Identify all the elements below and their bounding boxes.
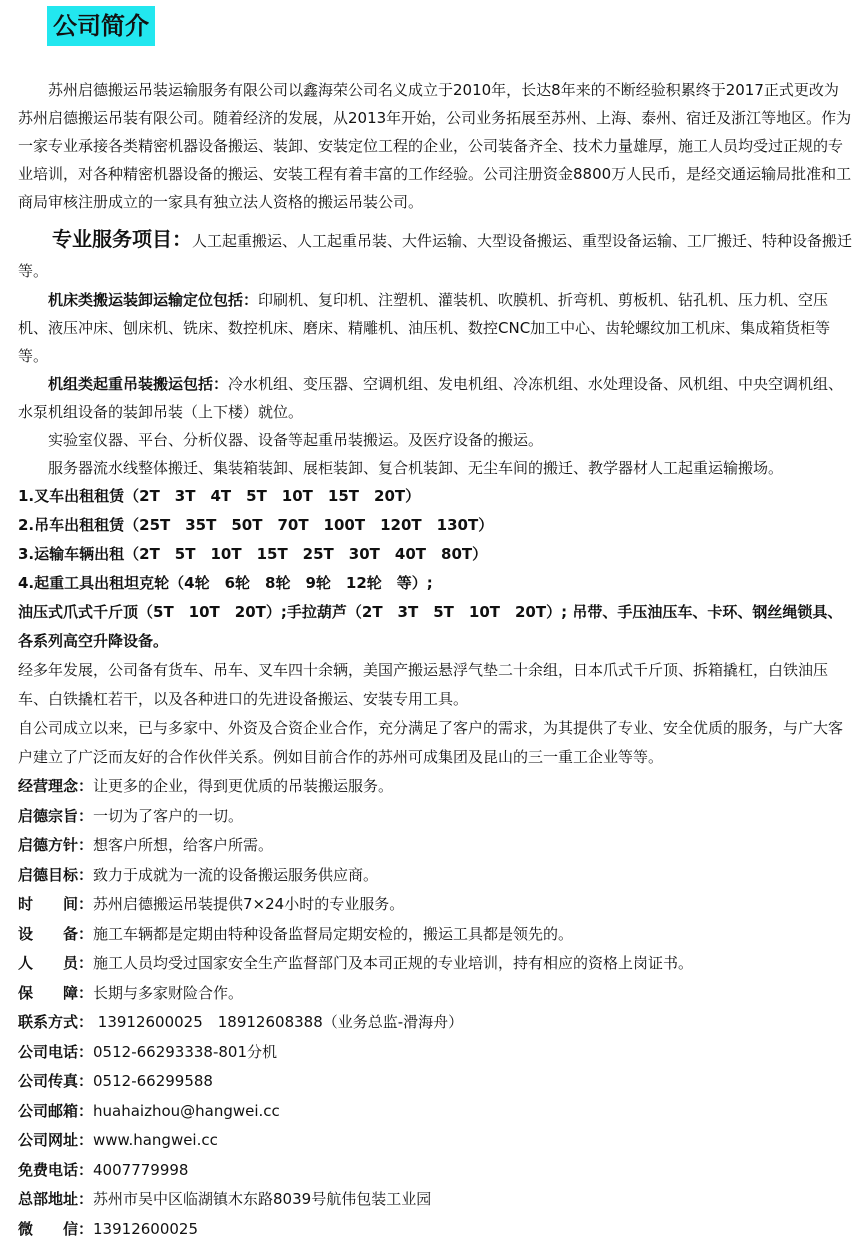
contact-row [18,1038,852,1068]
principle-label: 启德方针： [18,836,93,854]
contact-row [18,1008,852,1038]
rental-item: 3.运输车辆出租（2T 5T 10T 15T 25T 30T 40T 80T） [18,540,852,569]
principle-value: 长期与多家财险合作。 [93,984,243,1002]
rental-item: 4.起重工具出租坦克轮（4轮 6轮 8轮 9轮 12轮 等）; [18,569,852,598]
contact-label: 公司网址： [18,1131,93,1149]
hq-address: 苏州市吴中区临湖镇木东路8039号航伟包装工业园 [93,1190,431,1208]
contact-label: 免费电话： [18,1161,93,1179]
services-paragraph [18,224,852,286]
lab-paragraph: 实验室仪器、平台、分析仪器、设备等起重吊装搬运。及医疗设备的搬运。 [18,426,852,454]
principle-row [18,861,852,891]
contact-row [18,1156,852,1186]
contact-label: 公司邮箱： [18,1102,93,1120]
principle-row [18,772,852,802]
servers-paragraph: 服务器流水线整体搬迁、集装箱装卸、展柜装卸、复合机装卸、无尘车间的搬迁、教学器材人工起重运输搬场。 [18,454,852,482]
principle-row [18,831,852,861]
wechat-id: 13912600025 [93,1220,198,1238]
machine-tools-text: 印刷机、复印机、注塑机、灌装机、吹膜机、折弯机、剪板机、钻孔机、压力机、空压机、液压冲床、刨床机、铣床、数控机床、磨床、精雕机、油压机、数控CNC加工中心、齿轮螺纹加工机床、集成箱货柜等等。 [18,291,830,365]
principle-label: 经营理念： [18,777,93,795]
principle-row [18,802,852,832]
page-title: 公司简介 [47,6,155,46]
principle-value: 一切为了客户的一切。 [93,807,243,825]
principle-value: 让更多的企业，得到更优质的吊装搬运服务。 [93,777,393,795]
principle-row [18,979,852,1009]
company-email-link[interactable]: huahaizhou@hangwei.cc [93,1102,280,1120]
principle-label: 启德目标： [18,866,93,884]
rental-item: 1.叉车出租租赁（2T 3T 4T 5T 10T 15T 20T） [18,482,852,511]
principle-row [18,920,852,950]
principle-label: 保 障： [18,984,93,1002]
principle-value: 苏州启德搬运吊装提供7×24小时的专业服务。 [93,895,404,913]
contact-row [18,1185,852,1215]
contact-label: 总部地址： [18,1190,93,1208]
principle-row [18,890,852,920]
contact-label: 公司电话： [18,1043,93,1061]
services-text: 人工起重搬运、人工起重吊装、大件运输、大型设备搬运、重型设备运输、工厂搬迁、特种设备搬迁等。 [18,232,852,280]
principle-label: 设 备： [18,925,93,943]
contact-row [18,1097,852,1127]
units-text: 冷水机组、变压器、空调机组、发电机组、冷冻机组、水处理设备、风机组、中央空调机组、水泵机组设备的装卸吊装（上下楼）就位。 [18,375,843,421]
company-website-link[interactable]: www.hangwei.cc [93,1131,218,1149]
contact-label: 联系方式： [18,1013,93,1031]
contact-row [18,1067,852,1097]
contact-label: 微 信： [18,1220,93,1238]
units-paragraph [18,370,852,426]
principle-value: 致力于成就为一流的设备搬运服务供应商。 [93,866,378,884]
machine-tools-label: 机床类搬运装卸运输定位包括： [48,291,258,309]
equipment-paragraph: 经多年发展，公司备有货车、吊车、叉车四十余辆，美国产搬运悬浮气垫二十余组，日本爪式千斤顶、拆箱撬杠，白铁油压车、白铁撬杠若干，以及各种进口的先进设备搬运、安装专用工具。 [18,656,852,714]
company-fax: 0512-66299588 [93,1072,213,1090]
principle-value: 施工人员均受过国家安全生产监督部门及本司正规的专业培训，持有相应的资格上岗证书。 [93,954,693,972]
principle-row [18,949,852,979]
services-heading: 专业服务项目： [52,227,192,251]
rental-item: 2.吊车出租租赁（25T 35T 50T 70T 100T 120T 130T） [18,511,852,540]
document-body [18,76,852,1244]
cooperation-paragraph: 自公司成立以来，已与多家中、外资及合资企业合作，充分满足了客户的需求，为其提供了专业、安全优质的服务，与广大客户建立了广泛而友好的合作伙伴关系。例如目前合作的苏州可成集团及昆山的三一重工企业等等。 [18,714,852,772]
principle-label: 人 员： [18,954,93,972]
rental-item: 油压式爪式千斤顶（5T 10T 20T）;手拉葫芦（2T 3T 5T 10T 20T）; 吊带、手压油压车、卡环、钢丝绳锁具、各系列高空升降设备。 [18,598,852,656]
principle-label: 时 间： [18,895,93,913]
contact-row [18,1215,852,1244]
contact-row [18,1126,852,1156]
machine-tools-paragraph [18,286,852,370]
units-label: 机组类起重吊装搬运包括： [48,375,228,393]
principle-value: 施工车辆都是定期由特种设备监督局定期安检的，搬运工具都是领先的。 [93,925,573,943]
company-phone[interactable]: 0512-66293338-801分机 [93,1043,277,1061]
contact-label: 公司传真： [18,1072,93,1090]
toll-free-phone[interactable]: 4007779998 [93,1161,188,1179]
contact-phones[interactable]: 13912600025 18912608388（业务总监-滑海舟） [93,1013,463,1031]
principle-label: 启德宗旨： [18,807,93,825]
intro-paragraph: 苏州启德搬运吊装运输服务有限公司以鑫海荣公司名义成立于2010年，长达8年来的不断经验积累终于2017正式更改为苏州启德搬运吊装有限公司。随着经济的发展，从2013年开始，公司业务拓展至苏州、上海、泰州、宿迁及浙江等地区。作为一家专业承接各类精密机器设备搬运、装卸、安装定位工程的企业，公司装备齐全、技术力量雄厚，施工人员均受过正规的专业培训，对各种精密机器设备的搬运、安装工程有着丰富的工作经验。公司注册资金8800万人民币，是经交通运输局批准和工商局审核注册成立的一家具有独立法人资格的搬运吊装公司。 [18,76,852,216]
principle-value: 想客户所想，给客户所需。 [93,836,273,854]
